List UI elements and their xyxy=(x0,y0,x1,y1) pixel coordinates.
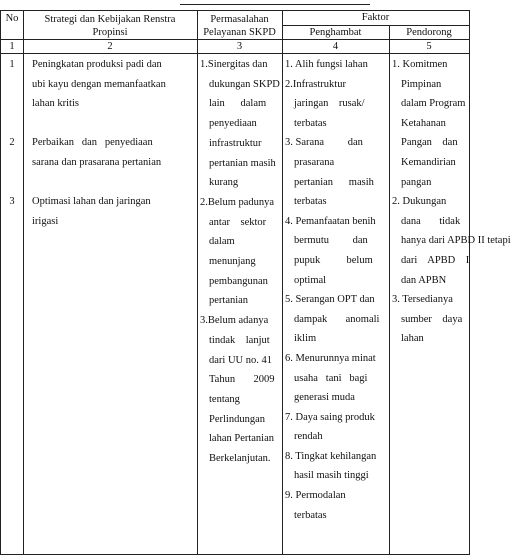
header-strategi xyxy=(23,13,197,39)
permasalahan-line: pertanian xyxy=(209,295,249,307)
pendorong-line: 3. Tersedianya xyxy=(392,294,453,306)
row-divider xyxy=(1,53,469,54)
strategi-item-3 xyxy=(32,192,194,231)
permasalahan-line: dalam xyxy=(209,236,235,248)
penghambat-line: 1. Alih fungsi lahan xyxy=(285,59,368,70)
pendorong-line: dari APBD I xyxy=(401,254,470,266)
penghambat-line: pupuk belum xyxy=(294,254,373,266)
pendorong-line: 2. Dukungan xyxy=(392,196,447,208)
header-permasalahan-line2: Pelayanan SKPD xyxy=(203,27,276,38)
permasalahan-line: kurang xyxy=(209,177,239,189)
col-number: 5 xyxy=(426,41,432,52)
permasalahan-line: 1.Sinergitas dan xyxy=(200,59,268,70)
penghambat-line: 6. Menurunnya minat xyxy=(285,352,376,364)
permasalahan-line: dukungan SKPD xyxy=(209,78,280,90)
strategi-line: irigasi xyxy=(32,215,59,227)
penghambat-line: iklim xyxy=(294,333,317,345)
penghambat-line: optimal xyxy=(294,274,327,286)
permasalahan-line: Berkelanjutan. xyxy=(209,453,271,465)
penghambat-line: dampak anomali xyxy=(294,313,380,325)
permasalahan-line: penyediaan xyxy=(209,118,257,130)
pendorong-line: lahan xyxy=(401,333,424,345)
col-divider xyxy=(282,11,283,554)
pendorong-line: dan APBN xyxy=(401,274,447,286)
penghambat-line: terbatas xyxy=(294,196,327,208)
penghambat-list xyxy=(285,55,387,525)
pendorong-line: Ketahanan xyxy=(401,117,446,129)
row-number: 2 xyxy=(9,137,15,148)
row-number: 1 xyxy=(9,59,15,70)
strategi-line: Peningkatan produksi padi dan xyxy=(32,59,162,70)
permasalahan-list xyxy=(200,55,280,469)
strategi-line: lahan kritis xyxy=(32,98,79,110)
strategi-line: ubi kayu dengan memanfaatkan xyxy=(32,78,166,90)
permasalahan-line: pembangunan xyxy=(209,275,268,287)
penghambat-line: prasarana xyxy=(294,156,335,168)
penghambat-line: 9. Permodalan xyxy=(285,490,346,502)
row-number: 3 xyxy=(9,196,15,207)
penghambat-line: 5. Serangan OPT dan xyxy=(285,294,375,306)
penghambat-line: pertanian masih xyxy=(294,176,374,188)
pendorong-line: hanya dari APBD II tetapi xyxy=(401,235,511,247)
permasalahan-line: 2.Belum padunya xyxy=(200,196,275,208)
permasalahan-line: tindak lanjut xyxy=(209,334,270,346)
permasalahan-line: pertanian masih xyxy=(209,157,276,169)
header-permasalahan xyxy=(197,13,282,39)
permasalahan-line: menunjang xyxy=(209,256,256,268)
permasalahan-line: infrastruktur xyxy=(209,137,262,149)
penghambat-line: usaha tani bagi xyxy=(294,372,368,384)
penghambat-line: 8. Tingkat kehilangan xyxy=(285,450,377,462)
permasalahan-line: lain dalam xyxy=(209,98,267,110)
strategy-table xyxy=(0,10,511,555)
penghambat-line: generasi muda xyxy=(294,392,355,404)
permasalahan-line: antar sektor xyxy=(209,216,267,228)
penghambat-line: 7. Daya saing produk xyxy=(285,411,375,423)
header-pendorong: Pendorong xyxy=(406,27,452,38)
header-strategi-line1: Strategi dan Kebijakan Renstra xyxy=(44,14,176,25)
pendorong-line: dalam Program xyxy=(401,98,466,110)
col-number: 4 xyxy=(332,41,339,52)
permasalahan-line: Tahun 2009 xyxy=(209,374,275,386)
penghambat-line: 2.Infrastruktur xyxy=(285,78,346,90)
col-divider xyxy=(23,11,24,554)
pendorong-line: Kemandirian xyxy=(401,156,456,168)
pendorong-line: pangan xyxy=(401,176,432,188)
col-number: 1 xyxy=(9,41,15,52)
penghambat-line: jaringan rusak/ xyxy=(294,98,365,110)
penghambat-line: 4. Pemanfaatan benih xyxy=(285,215,376,227)
penghambat-line: rendah xyxy=(294,431,323,443)
strategi-item-2 xyxy=(32,133,194,172)
header-faktor: Faktor xyxy=(361,12,390,23)
penghambat-line: bermutu dan xyxy=(294,235,368,247)
penghambat-line: 3. Sarana dan xyxy=(285,137,363,149)
col-number: 2 xyxy=(107,41,113,52)
pendorong-line: sumber daya xyxy=(401,313,463,325)
strategi-line: Optimasi lahan dan jaringan xyxy=(32,196,151,207)
pendorong-line: Pangan dan xyxy=(401,137,458,149)
top-rule xyxy=(180,4,370,5)
permasalahan-line: tentang xyxy=(209,393,240,405)
strategi-item-1 xyxy=(32,55,194,114)
col-divider xyxy=(389,25,390,554)
pendorong-line: dana tidak xyxy=(401,215,461,227)
permasalahan-line: dari UU no. 41 xyxy=(209,354,272,366)
penghambat-line: terbatas xyxy=(294,509,327,521)
permasalahan-line: 3.Belum adanya xyxy=(200,315,269,327)
header-permasalahan-line1: Permasalahan xyxy=(210,14,269,25)
pendorong-line: Pimpinan xyxy=(401,78,442,90)
col-number: 3 xyxy=(236,41,243,52)
penghambat-line: hasil masih tinggi xyxy=(294,470,369,482)
permasalahan-line: lahan Pertanian xyxy=(209,433,275,445)
permasalahan-line: Perlindungan xyxy=(209,413,265,425)
header-strategi-line2: Propinsi xyxy=(92,27,128,38)
penghambat-line: terbatas xyxy=(294,117,327,129)
header-no: No xyxy=(5,13,19,24)
pendorong-line: 1. Komitmen xyxy=(392,59,448,70)
header-penghambat: Penghambat xyxy=(309,27,362,38)
strategi-line: sarana dan prasarana pertanian xyxy=(32,156,162,168)
strategi-line: Perbaikan dan penyediaan xyxy=(32,137,153,148)
pendorong-list xyxy=(392,55,511,349)
col-divider xyxy=(197,11,198,554)
